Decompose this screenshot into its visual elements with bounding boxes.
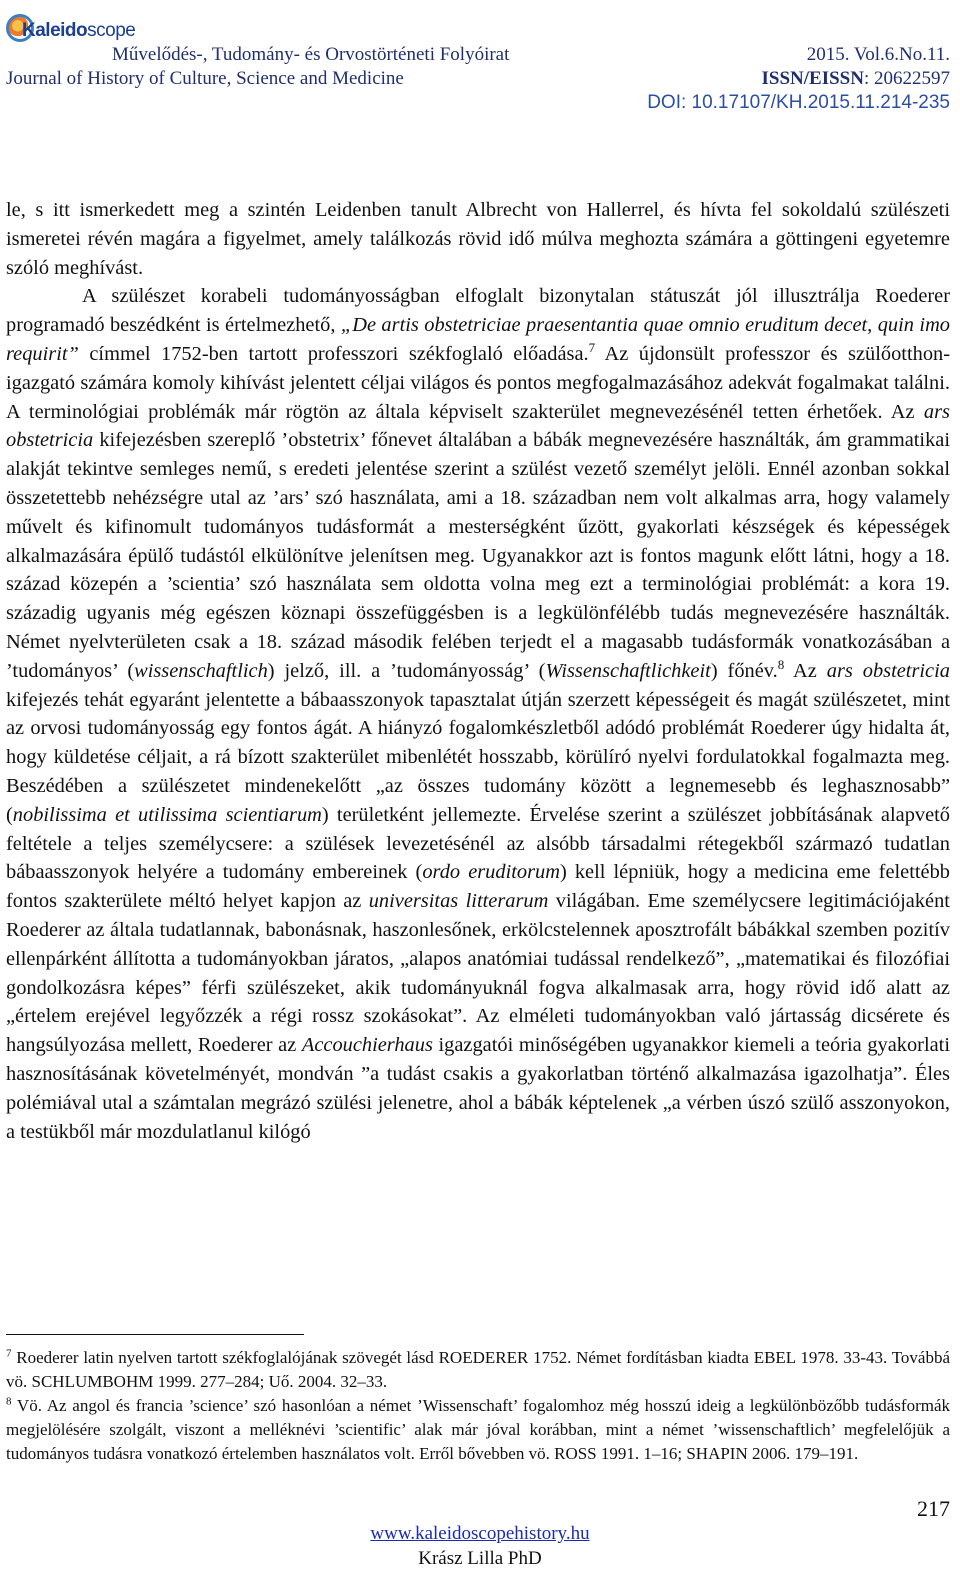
issn-info: ISSN/EISSN: 20622597 [761,68,950,89]
paragraph-1: le, s itt ismerkedett meg a szintén Leidenben tanult Albrecht von Hallerrel, és hívta fel sokoldalú szülészeti ismeretei révén magára a figyelmet, amely találkozás rövid idő múlva meghozta számára a göttingeni egyetemre szóló meghívást. [6,199,950,279]
text-run: ) kell lépniük, hogy a medicina eme felettébb fontos szakterülete méltó helyet kapjon az [6,861,950,913]
text-run: címmel 1752-ben tartott professzori székfoglaló előadása. [78,342,589,365]
italic-run: ars obstetricia [826,659,950,682]
footnote-divider [6,1334,304,1335]
italic-run: „De artis obstetriciae praesentantia quae omnio eruditum decet, quin imo requirit” [6,314,950,365]
footnotes [6,1346,950,1466]
kaleidoscope-logo [6,6,136,50]
text-run: ) jelző, ill. a ’tudományosság’ ( [267,659,546,682]
footnote-number: 8 [6,1395,12,1408]
text-run: világában. Eme személycsere legitimációjaként Roederer az általa tudatlannak, babonásnak, haszonlesőnek, erkölcstelennek aposztrofált bábákkal szemben pozitív ellenpárként állította a tudományokban járatos, „alapos anatómiai tudással rendelkező”, „matematikai és filozófiai gondolkozásra képes” férfi szülészeket, akik tudományuknál fogva alkalmasak arra, hogy rövid idő alatt az „értelem erejével legyőzzék a régi rossz szokásokat”. Az elméleti tudományokban való jártasság dicsérete és hangsúlyozása mellett, Roederer az [6,890,950,1057]
footnote-number: 7 [6,1347,12,1360]
footnote-7 [6,1346,950,1394]
italic-run: nobilissima et utilissima scientiarum [12,803,322,826]
text-run: Az újdonsült professzor és szülőotthon-igazgató számára komoly kihívást jelentett céljai világos és pontos megfogalmazásához adekvát fogalmakat találni. A terminológiai problémák már rögtön az általa képviselt szakterület megnevezésénél tetten érhetőek. Az [6,342,951,423]
text-run: Az [784,659,827,682]
text-run: igazgatói minőségében ugyanakkor kiemeli a teória gyakorlati hasznosításának követelményét, mondván ”a tudást csakis a gyakorlatban történő alkalmazása igazolhatja”. Éles polémiával utal a számtalan megrázó szülési jelenetre, ahol a bábák képtelenek „a vérben úszó szülő asszonyokon, a testükből már mozdulatlanul kilógó [6,1034,950,1143]
volume-info: 2015. Vol.6.No.11. [806,44,950,65]
page-number: 217 [917,1496,950,1521]
text-run: ) területként jellemezte. Érvelése szerint a szülészet jobbításának alapvető feltétele a teljes személycsere: a szülések levezetésénél az alsóbb társadalmi rétegekből származó tudatlan bábaasszonyok helyére a tudomány embereinek ( [6,803,950,884]
doi-info: DOI: 10.17107/KH.2015.11.214-235 [647,92,950,113]
italic-run: Wissenschaftlichkeit [545,659,711,682]
article-body [6,196,950,1146]
logo-wordmark: Kaleidoscope [22,20,136,41]
italic-run: ars obstetricia [6,400,950,452]
italic-run: Accouchierhaus [301,1034,433,1057]
italic-run: ordo eruditorum [422,861,560,884]
journal-header [0,0,960,120]
text-run: ) főnév. [710,659,778,682]
italic-run: wissenschaftlich [134,659,268,682]
paragraph-2 [6,282,950,1146]
footnote-text: Vö. Az angol és francia ’science’ szó hasonlóan a német ’Wissenschaft’ fogalomhoz még hosszú ideig a legkülönbözőbb tudásformák megjelölésére szolgált, viszont a melléknévi ’scientific’ alak már jóval korábban, mint a német ’wissenschaftlich’ megfelelőjük a tudományos tudásra vonatkozó értelemben használatos volt. Erről bővebben vö. ROSS 1991. 1–16; SHAPIN 2006. 179–191. [6,1396,950,1463]
italic-run: universitas litterarum [368,890,549,913]
journal-title-hu: Művelődés-, Tudomány- és Orvostörténeti Folyóirat [112,44,510,65]
text-run: kifejezés tehát egyaránt jelentette a bábaasszonyok tapasztalat útján szerzett képességeit és magát szülészetet, mint az orvosi tudományosság egy fontos ágát. A hiányzó fogalomkészletből adódó problémát Roederer úgy hidalta át, hogy küldetése céljait, a rá bízott szakterület mibenlétét hosszabb, körülíró nyelvi fordulatokkal fogalmazta meg. Beszédében a szülészetet mindenekelőtt „az összes tudomány között a legnemesebb és leghasznosabb” ( [6,688,950,826]
footnote-text: Roederer latin nyelven tartott székfoglalójának szövegét lásd ROEDERER 1752. Német fordításban kiadta EBEL 1978. 33-43. Továbbá vö. SCHLUMBOHM 1999. 277–284; Uő. 2004. 32–33. [6,1348,950,1391]
text-run: kifejezésben szereplő ’obstetrix’ főnevet általában a bábák megnevezésére használták, ám grammatikai alakját tekintve semleges nemű, s eredeti jelentése szerint a szülést vezető személyt jelöli. Ennél azonban sokkal összetettebb nehézségre utal az ’ars’ szó használata, ami a 18. században nem volt alkalmas arra, hogy valamely művelt és kifinomult tudományos tudásformát a mesterségként űzött, gyakorlati készségek és képességek alkalmazására épülő tudástól elkülönítve jelenítsen meg. Ugyanakkor azt is fontos magunk előtt látni, hogy a 18. század közepén a ’scientia’ szó használata sem oldotta volna meg ezt a terminológiai problémát: a kora 19. századig ugyanis még egészen köznapi összefüggésben is a legkülönfélébb tudás megnevezésére használták. Német nyelvterületen csak a 18. század második felében terjedt el a magasabb tudásformák vonatkozásában a ’tudományos’ ( [6,429,950,682]
text-run: A szülészet korabeli tudományosságban elfoglalt bizonytalan státuszát jól illusztrálja Roederer programadó beszédként is értelmezhető, [6,285,950,337]
website-link[interactable]: www.kaleidoscopehistory.hu [370,1523,590,1544]
footnote-ref[interactable]: 8 [777,656,785,672]
journal-title-en: Journal of History of Culture, Science and Medicine [6,68,404,89]
footnote-ref[interactable]: 7 [588,340,596,356]
author-name: Krász Lilla PhD [418,1548,542,1569]
footnote-8 [6,1394,950,1466]
